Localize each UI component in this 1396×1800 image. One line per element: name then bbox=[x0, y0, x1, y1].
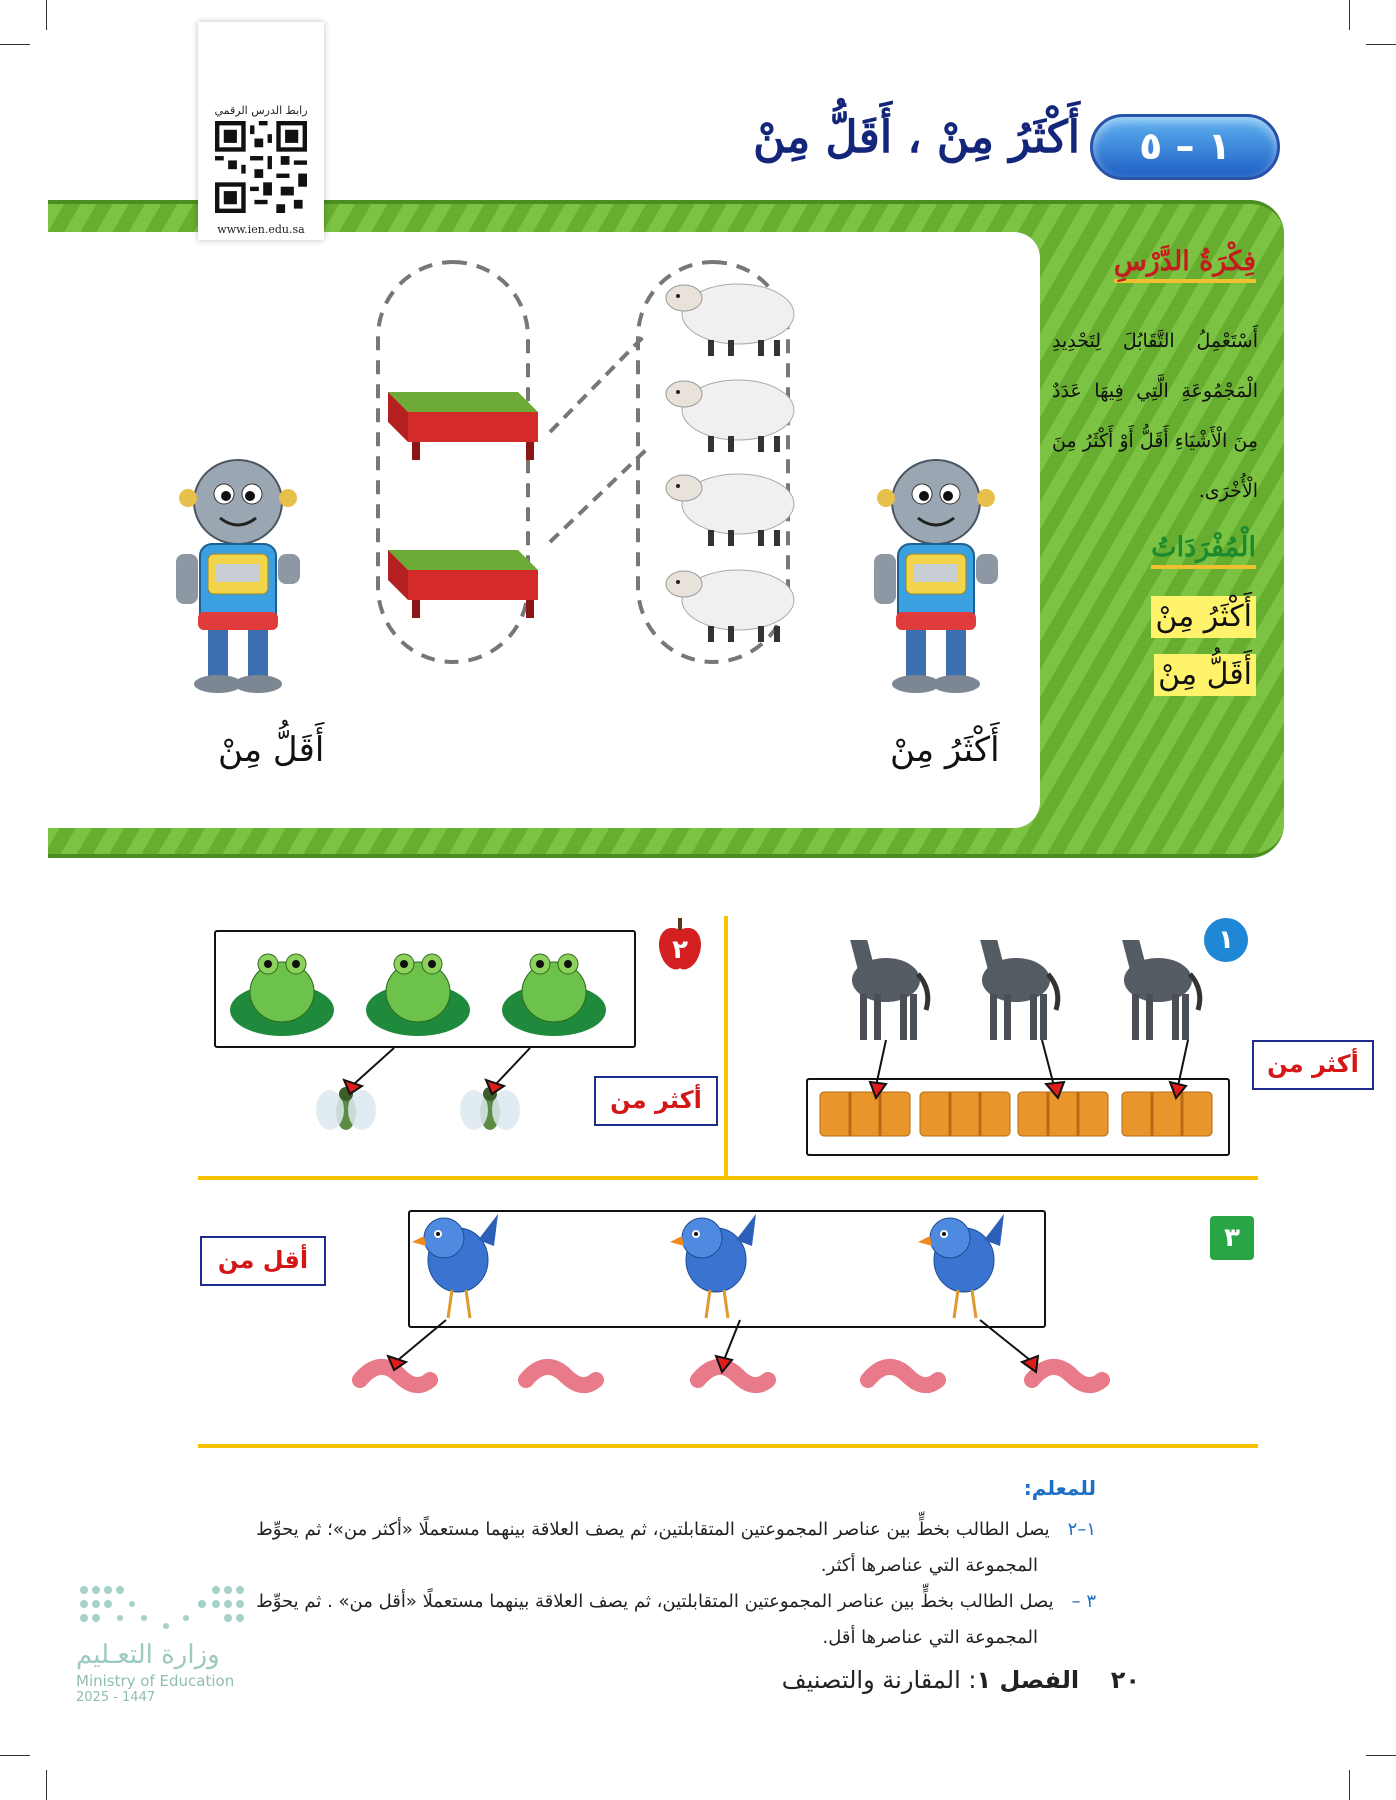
trough-group-outline bbox=[378, 262, 528, 662]
hay-bale bbox=[1018, 1092, 1108, 1136]
hay-bale bbox=[920, 1092, 1010, 1136]
idea-text: أَسْتَعْمِلُ التَّقَابُلَ لِتَحْدِيدِ الْمَجْمُوعَةِ الَّتِي فِيهَا عَدَدٌ مِنَ الْأَشْيَاءِ أَقَلُّ أَوْ أَكْثَرُ مِنَ الْأُخْرَى. bbox=[1052, 330, 1258, 502]
worm bbox=[1032, 1367, 1102, 1385]
ministry-year: 2025 - 1447 bbox=[76, 1690, 156, 1705]
qr-caption: رابط الدرس الرقمي bbox=[214, 104, 308, 117]
divider bbox=[198, 1444, 1258, 1448]
hay-bale bbox=[820, 1092, 910, 1136]
answer-box[interactable]: أقل من bbox=[200, 1236, 326, 1286]
lesson-number-badge: ١ – ٥ bbox=[1090, 114, 1280, 180]
ministry-name-arabic: وزارة التعـليم bbox=[76, 1640, 220, 1670]
horse bbox=[964, 940, 1058, 1040]
sheep bbox=[666, 474, 794, 546]
bird bbox=[412, 1214, 498, 1318]
frog bbox=[230, 954, 334, 1036]
sheep bbox=[666, 380, 794, 452]
worm bbox=[698, 1367, 768, 1385]
frog bbox=[502, 954, 606, 1036]
teacher-note-line: المجموعة التي عناصرها أكثر. bbox=[820, 1555, 1038, 1576]
robot-left bbox=[176, 460, 300, 693]
ministry-dots-icon bbox=[76, 1580, 246, 1636]
answer-box[interactable]: أكثر من bbox=[594, 1076, 718, 1126]
chapter-title: : المقارنة والتصنيف bbox=[781, 1666, 977, 1694]
sheep bbox=[666, 570, 794, 642]
worm bbox=[868, 1367, 938, 1385]
teacher-note-number: ٣ – bbox=[1071, 1591, 1096, 1612]
exercise-2-illustration bbox=[214, 930, 636, 1160]
page-footer bbox=[782, 1666, 1140, 1694]
robot-label-more: أَكْثَرُ مِنْ bbox=[890, 730, 1000, 770]
answer-box[interactable]: أكثر من bbox=[1252, 1040, 1374, 1090]
lesson-title: أَكْثَرُ مِنْ ، أَقَلُّ مِنْ bbox=[753, 112, 1080, 163]
qr-card[interactable] bbox=[198, 22, 324, 240]
robot-label-less: أَقَلُّ مِنْ bbox=[218, 730, 325, 770]
ministry-logo bbox=[76, 1580, 276, 1705]
exercise-number-badge: ٢ bbox=[672, 935, 688, 965]
horse bbox=[1106, 940, 1200, 1040]
teacher-notes-heading: للمعلم: bbox=[1023, 1476, 1096, 1500]
horse bbox=[834, 940, 928, 1040]
bird bbox=[918, 1214, 1004, 1318]
trough bbox=[388, 392, 538, 460]
exercise-1-illustration bbox=[806, 940, 1236, 1154]
exercise-number-badge: ١ bbox=[1204, 918, 1248, 962]
vocabulary-item: أَقَلُّ مِنْ bbox=[1154, 654, 1256, 696]
teacher-note bbox=[96, 1512, 1096, 1584]
frog bbox=[366, 954, 470, 1036]
sheep bbox=[666, 284, 794, 356]
exercise-number-badge: ٣ bbox=[1210, 1216, 1254, 1260]
qr-code-icon[interactable] bbox=[215, 121, 307, 213]
divider bbox=[198, 1176, 1258, 1180]
idea-heading: فِكْرَةُ الدَّرْسِ bbox=[1114, 246, 1256, 283]
trough bbox=[388, 550, 538, 618]
divider bbox=[724, 916, 728, 1178]
bird bbox=[670, 1214, 756, 1318]
lesson-idea-box bbox=[1040, 236, 1264, 822]
vocabulary-heading: الْمُفْرَدَاتُ bbox=[1151, 532, 1256, 569]
exercise-3-illustration bbox=[340, 1210, 1130, 1414]
hay-bale bbox=[1122, 1092, 1212, 1136]
fly bbox=[316, 1087, 376, 1130]
teacher-note-line: يصل الطالب بخطٍّ بين عناصر المجموعتين المتقابلتين، ثم يصف العلاقة بينهما مستعملًا «أقل من» . ثم يحوِّط bbox=[256, 1591, 1054, 1612]
page-number: ٢٠ bbox=[1110, 1666, 1140, 1694]
worm bbox=[526, 1367, 596, 1385]
qr-url[interactable]: www.ien.edu.sa bbox=[217, 223, 305, 236]
fly bbox=[460, 1087, 520, 1130]
teacher-note-line: المجموعة التي عناصرها أقل. bbox=[822, 1627, 1038, 1648]
chapter-label: الفصل ١ bbox=[976, 1666, 1080, 1694]
vocabulary-item: أَكْثَرُ مِنْ bbox=[1151, 596, 1256, 638]
robot-right bbox=[874, 460, 998, 693]
teacher-note-number: ١–٢ bbox=[1067, 1519, 1096, 1540]
teacher-note-line: يصل الطالب بخطٍّ بين عناصر المجموعتين المتقابلتين، ثم يصف العلاقة بينهما مستعملًا «أكثر من»؛ ثم يحوِّط bbox=[256, 1519, 1050, 1540]
ministry-name-english: Ministry of Education bbox=[76, 1672, 235, 1690]
